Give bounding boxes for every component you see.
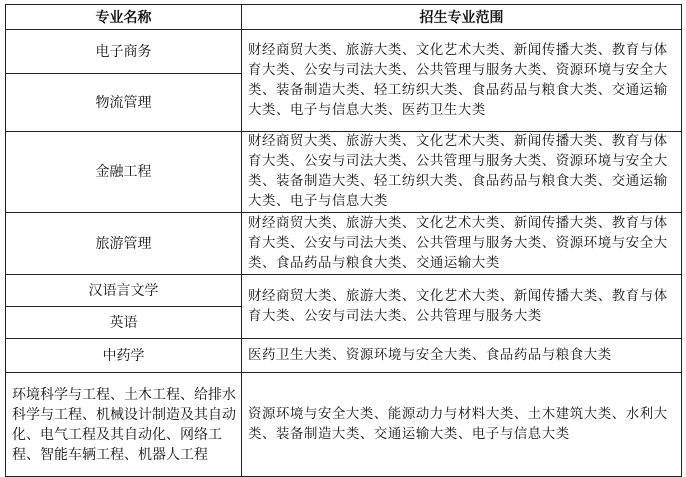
table-row <box>6 275 682 307</box>
major-name: 环境科学与工程、土木工程、给排水科学与工程、机械设计制造及其自动化、电气工程及其自动化、网络工程、智能车辆工程、机器人工程 <box>6 373 242 477</box>
major-name: 金融工程 <box>6 132 242 213</box>
scope-text: 资源环境与安全大类、能源动力与材料大类、土木建筑大类、水利大类、装备制造大类、交通运输大类、电子与信息大类 <box>242 373 682 477</box>
major-name: 旅游管理 <box>6 213 242 275</box>
major-name: 中药学 <box>6 339 242 373</box>
scope-text: 财经商贸大类、旅游大类、文化艺术大类、新闻传播大类、教育与体育大类、公安与司法大类、公共管理与服务大类 <box>242 275 682 339</box>
enrollment-scope-table <box>5 4 682 477</box>
table-row <box>6 132 682 213</box>
table-row <box>6 30 682 74</box>
scope-text: 财经商贸大类、旅游大类、文化艺术大类、新闻传播大类、教育与体育大类、公安与司法大类、公共管理与服务大类、资源环境与安全大类、食品药品与粮食大类、交通运输大类 <box>242 213 682 275</box>
scope-text: 财经商贸大类、旅游大类、文化艺术大类、新闻传播大类、教育与体育大类、公安与司法大类、公共管理与服务大类、资源环境与安全大类、装备制造大类、轻工纺织大类、食品药品与粮食大类、交通运输大类、电子与信息大类、医药卫生大类 <box>242 30 682 132</box>
major-name: 电子商务 <box>6 30 242 74</box>
header-row <box>6 5 682 30</box>
major-name: 物流管理 <box>6 74 242 132</box>
header-scope: 招生专业范围 <box>242 5 682 30</box>
major-name: 汉语言文学 <box>6 275 242 307</box>
scope-text: 财经商贸大类、旅游大类、文化艺术大类、新闻传播大类、教育与体育大类、公安与司法大类、公共管理与服务大类、资源环境与安全大类、装备制造大类、轻工纺织大类、食品药品与粮食大类、交通运输大类、电子与信息大类 <box>242 132 682 213</box>
table-row <box>6 339 682 373</box>
table-row <box>6 213 682 275</box>
scope-text: 医药卫生大类、资源环境与安全大类、食品药品与粮食大类 <box>242 339 682 373</box>
header-major: 专业名称 <box>6 5 242 30</box>
table-row <box>6 373 682 477</box>
major-name: 英语 <box>6 307 242 339</box>
